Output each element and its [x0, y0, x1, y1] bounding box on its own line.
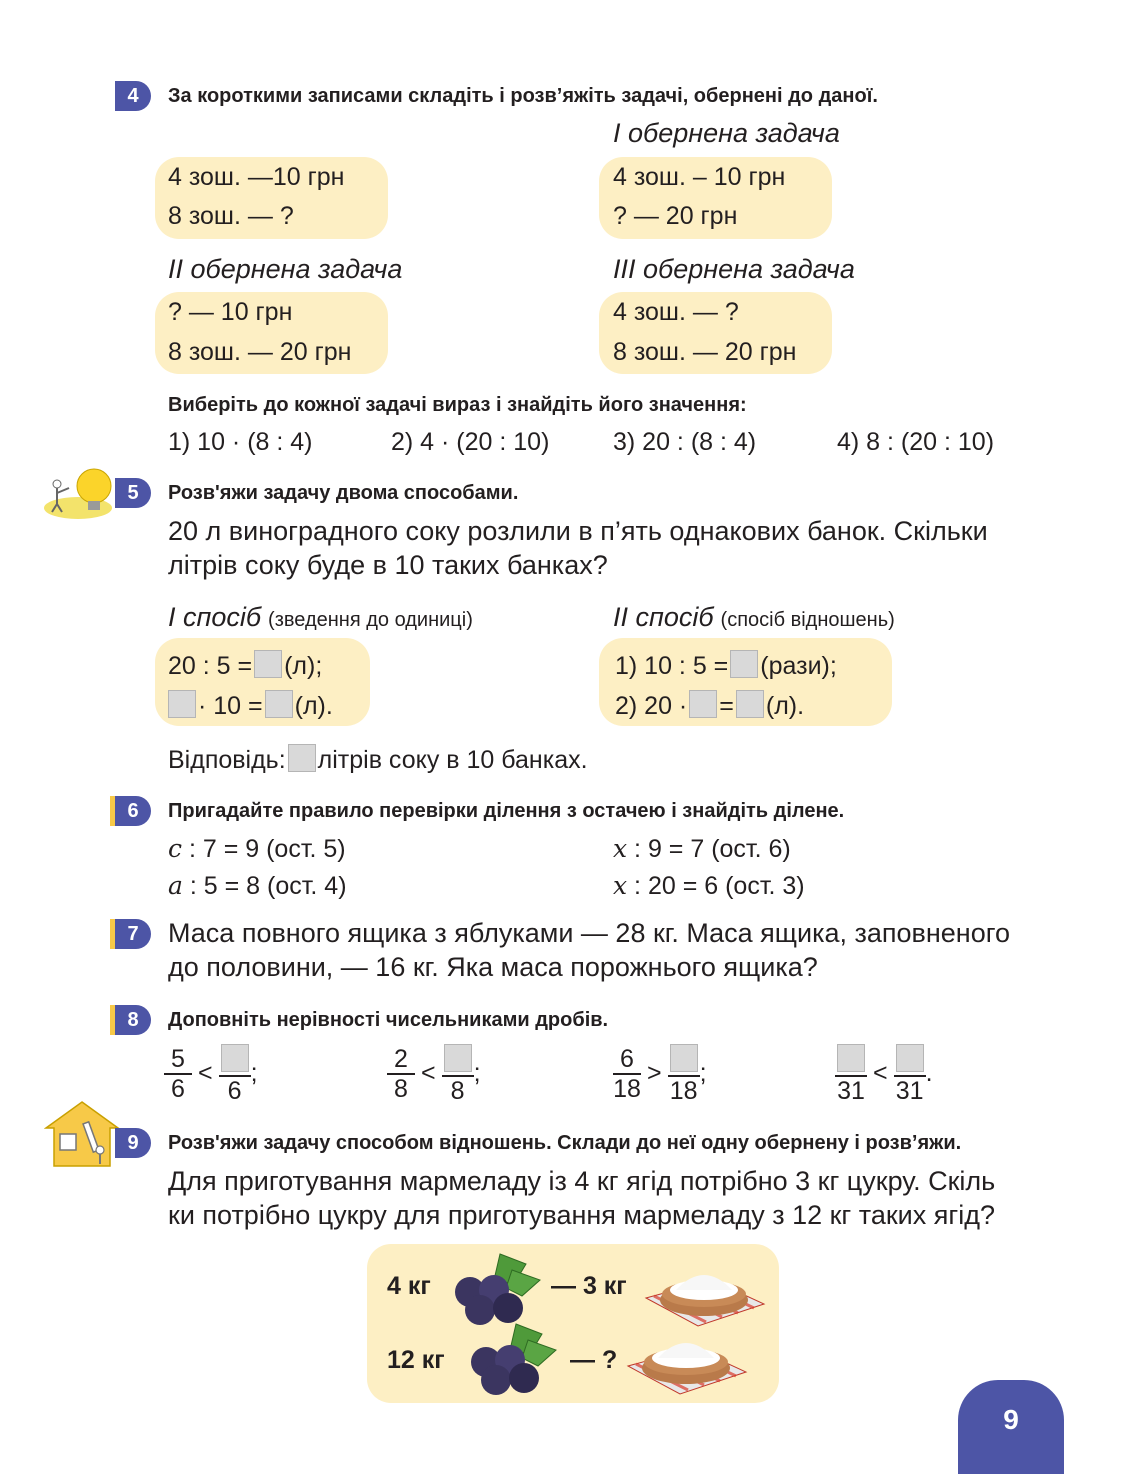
expression: 1) 10 · (8 : 4) — [168, 428, 313, 456]
task-text: Для приготування мармеладу із 4 кг ягід потрібно 3 кг цукру. Скіль — [168, 1166, 996, 1196]
task-number-badge: 5 — [115, 478, 151, 508]
equation: x : 9 = 7 (ост. 6) — [613, 834, 791, 863]
sugar-weight: — 3 кг — [551, 1272, 627, 1300]
inverse-task-title: ІІІ обернена задача — [613, 254, 855, 284]
answer-blank[interactable] — [254, 650, 282, 678]
berries-weight: 4 кг — [387, 1272, 431, 1300]
solution-line: 20 : 5 = (л); — [168, 652, 323, 680]
note-line: 8 зош. — 20 грн — [168, 338, 352, 366]
expression: 2) 4 · (20 : 10) — [391, 428, 550, 456]
task-instruction: Пригадайте правило перевірки ділення з остачею і знайдіть ділене. — [168, 800, 845, 822]
note-line: 4 зош. – 10 грн — [613, 163, 786, 191]
numerator-blank[interactable] — [670, 1044, 698, 1072]
berries-weight: 12 кг — [387, 1346, 445, 1374]
fraction-inequality: 6 18 > 18 ; — [613, 1042, 707, 1105]
task-number-badge: 6 — [110, 796, 151, 826]
fraction-inequality: 31 < 31 . — [835, 1042, 933, 1105]
answer-line: Відповідь: літрів соку в 10 банках. — [168, 746, 588, 774]
note-line: 8 зош. — 20 грн — [613, 338, 797, 366]
task-instruction: Розв'яжи задачу способом відношень. Склади до неї одну обернену і розв’яжи. — [168, 1132, 962, 1154]
numerator-blank[interactable] — [896, 1044, 924, 1072]
answer-blank[interactable] — [265, 690, 293, 718]
numerator-blank[interactable] — [837, 1044, 865, 1072]
lightbulb-idea-icon — [42, 464, 114, 520]
numerator-blank[interactable] — [221, 1044, 249, 1072]
note-line: 8 зош. — ? — [168, 202, 294, 230]
inverse-task-title: І обернена задача — [613, 118, 840, 148]
sugar-weight-unknown: — ? — [570, 1346, 618, 1374]
page-number: 9 — [958, 1380, 1064, 1474]
answer-blank[interactable] — [730, 650, 758, 678]
solution-line: 1) 10 : 5 = (рази); — [615, 652, 837, 680]
note-line: 4 зош. — ? — [613, 298, 739, 326]
task-number-badge: 8 — [110, 1005, 151, 1035]
expression: 4) 8 : (20 : 10) — [837, 428, 995, 456]
task-instruction: За короткими записами складіть і розв’яжіть задачі, обернені до даної. — [168, 85, 878, 107]
task-number-badge: 7 — [110, 919, 151, 949]
sugar-bowl-icon — [642, 1260, 766, 1330]
task-text: до половини, — 16 кг. Яка маса порожнього ящика? — [168, 952, 818, 982]
note-line: ? — 20 грн — [613, 202, 738, 230]
task-text: Маса повного ящика з яблуками — 28 кг. Маса ящика, заповненого — [168, 918, 1010, 948]
answer-blank[interactable] — [168, 690, 196, 718]
note-line: 4 зош. —10 грн — [168, 163, 345, 191]
answer-blank[interactable] — [736, 690, 764, 718]
fraction-inequality: 5 6 < 6 ; — [164, 1042, 258, 1105]
fraction-inequality: 2 8 < 8 ; — [387, 1042, 481, 1105]
task-text: 20 л виноградного соку розлили в п’ять однакових банок. Скільки — [168, 516, 988, 546]
task-number-badge: 9 — [115, 1128, 151, 1158]
method-title: І спосіб (зведення до одиниці) — [168, 602, 473, 632]
equation: x : 20 = 6 (ост. 3) — [613, 871, 805, 900]
blackberries-icon — [466, 1320, 561, 1398]
task-instruction: Доповніть нерівності чисельниками дробів. — [168, 1009, 609, 1031]
note-line: ? — 10 грн — [168, 298, 293, 326]
method-title: ІІ спосіб (спосіб відношень) — [613, 602, 895, 632]
blackberries-icon — [450, 1250, 545, 1328]
inverse-task-title: ІІ обернена задача — [168, 254, 403, 284]
equation: c : 7 = 9 (ост. 5) — [168, 834, 346, 863]
equation: a : 5 = 8 (ост. 4) — [168, 871, 347, 900]
task-number-badge: 4 — [115, 81, 151, 111]
answer-blank[interactable] — [288, 744, 316, 772]
task-instruction: Розв'яжи задачу двома способами. — [168, 482, 519, 504]
numerator-blank[interactable] — [444, 1044, 472, 1072]
answer-blank[interactable] — [689, 690, 717, 718]
sub-instruction: Виберіть до кожної задачі вираз і знайдіть його значення: — [168, 394, 747, 416]
house-homework-icon — [44, 1100, 120, 1168]
solution-line: · 10 = (л). — [166, 690, 333, 721]
solution-line: 2) 20 · = (л). — [615, 692, 805, 720]
task-text: ки потрібно цукру для приготування мармеладу з 12 кг таких ягід? — [168, 1200, 995, 1230]
sugar-bowl-icon — [624, 1328, 748, 1398]
task-text: літрів соку буде в 10 таких банках? — [168, 550, 608, 580]
expression: 3) 20 : (8 : 4) — [613, 428, 757, 456]
